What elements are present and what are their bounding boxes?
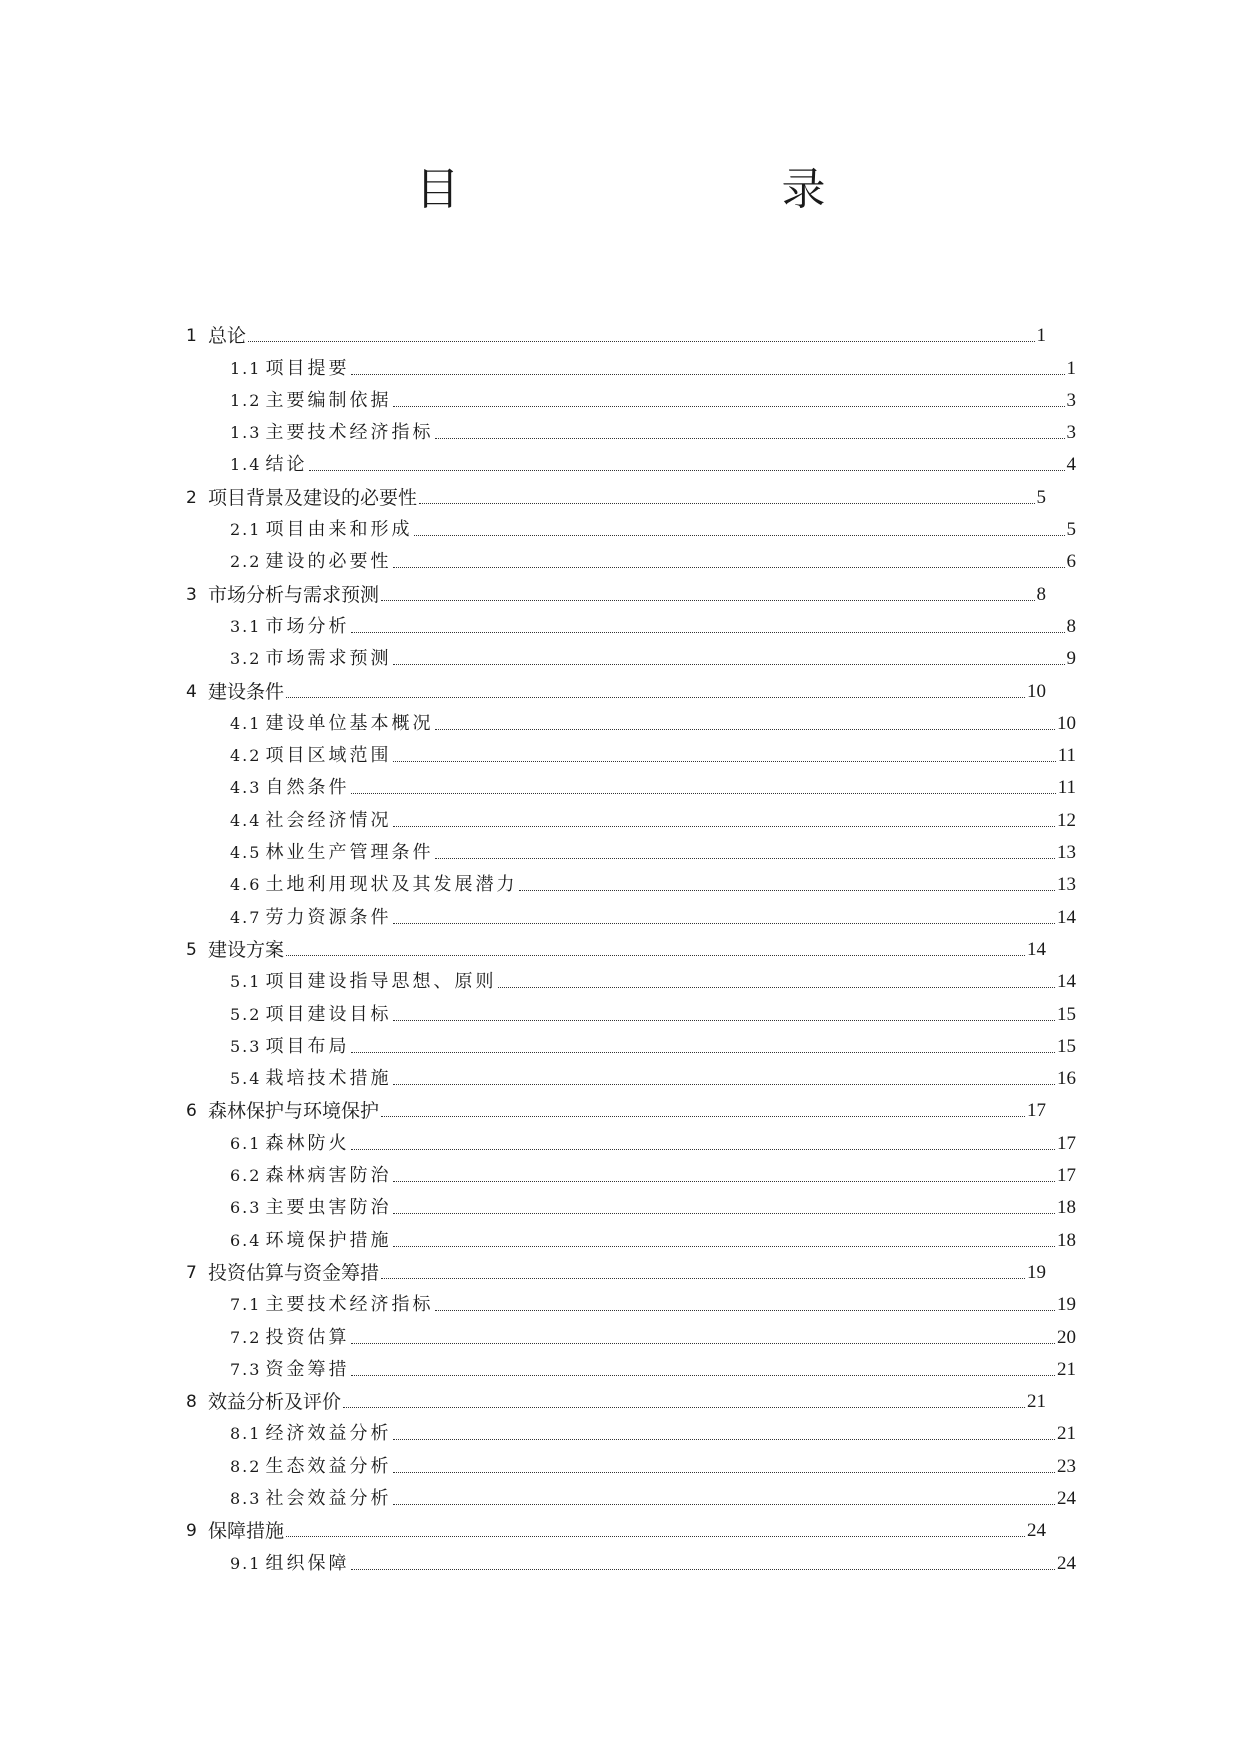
toc-entry-page-number: 24 [1057, 1487, 1076, 1509]
toc-section-entry[interactable] [186, 767, 1076, 799]
toc-entry-label: 生态效益分析 [265, 1455, 392, 1477]
toc-section-entry[interactable] [186, 541, 1076, 573]
toc-dot-leader [393, 922, 1055, 924]
toc-entry-page-number: 15 [1057, 1035, 1076, 1057]
toc-entry-label: 总论 [208, 325, 247, 348]
toc-entry-label: 项目建设指导思想、原则 [265, 971, 497, 993]
toc-section-entry[interactable] [186, 1316, 1076, 1348]
toc-entry-number: 5.4 [230, 1069, 262, 1089]
toc-entry-number: 3.2 [230, 649, 262, 669]
toc-section-entry[interactable] [186, 1187, 1076, 1219]
toc-dot-leader [393, 1503, 1055, 1505]
toc-entry-page-number: 1 [1036, 325, 1046, 347]
toc-entry-label: 结论 [265, 454, 308, 476]
toc-dot-leader [351, 792, 1055, 794]
toc-chapter-entry[interactable] [186, 1381, 1046, 1413]
toc-entry-page-number: 13 [1057, 874, 1076, 896]
toc-entry-number: 8.3 [230, 1488, 262, 1508]
toc-chapter-entry[interactable] [186, 573, 1046, 605]
toc-dot-leader [381, 1277, 1025, 1279]
toc-entry-label: 森林防火 [265, 1132, 350, 1154]
toc-section-entry[interactable] [186, 799, 1076, 831]
toc-dot-leader [351, 1148, 1055, 1150]
toc-entry-label: 资金筹措 [265, 1358, 350, 1380]
toc-section-entry[interactable] [186, 412, 1076, 444]
toc-entry-page-number: 21 [1027, 1391, 1046, 1413]
toc-entry-number: 4.1 [230, 713, 262, 733]
toc-entry-number: 4 [186, 681, 197, 702]
toc-section-entry[interactable] [186, 735, 1076, 767]
toc-section-entry[interactable] [186, 1413, 1076, 1445]
toc-dot-leader [414, 534, 1064, 536]
toc-dot-leader [351, 1374, 1055, 1376]
toc-dot-leader [286, 954, 1025, 956]
toc-section-entry[interactable] [186, 1349, 1076, 1381]
toc-entry-page-number: 18 [1057, 1197, 1076, 1219]
toc-entry-page-number: 17 [1057, 1165, 1076, 1187]
toc-entry-number: 4.7 [230, 907, 262, 927]
toc-entry-number: 4.5 [230, 843, 262, 863]
toc-entry-page-number: 8 [1036, 583, 1046, 605]
toc-dot-leader [519, 889, 1055, 891]
toc-entry-label: 森林保护与环境保护 [208, 1100, 380, 1123]
toc-section-entry[interactable] [186, 347, 1076, 379]
toc-entry-number: 2 [186, 487, 197, 508]
toc-section-entry[interactable] [186, 444, 1076, 476]
toc-section-entry[interactable] [186, 1478, 1076, 1510]
toc-entry-page-number: 12 [1057, 809, 1076, 831]
toc-entry-page-number: 24 [1057, 1552, 1076, 1574]
toc-entry-page-number: 11 [1057, 777, 1076, 799]
toc-entry-label: 栽培技术措施 [265, 1068, 392, 1090]
toc-dot-leader [435, 728, 1055, 730]
toc-entry-number: 2.2 [230, 552, 262, 572]
toc-dot-leader [393, 825, 1055, 827]
toc-entry-label: 市场分析 [265, 615, 350, 637]
toc-section-entry[interactable] [186, 993, 1076, 1025]
toc-entry-number: 4.2 [230, 746, 262, 766]
toc-entry-page-number: 15 [1057, 1003, 1076, 1025]
toc-chapter-entry[interactable] [186, 1510, 1046, 1542]
toc-entry-page-number: 5 [1036, 486, 1046, 508]
toc-entry-label: 主要技术经济指标 [265, 1294, 434, 1316]
toc-entry-number: 9.1 [230, 1553, 262, 1573]
toc-entry-label: 项目由来和形成 [265, 519, 413, 541]
toc-dot-leader [393, 1438, 1055, 1440]
toc-entry-number: 6.4 [230, 1230, 262, 1250]
toc-entry-number: 2.1 [230, 520, 262, 540]
toc-section-entry[interactable] [186, 606, 1076, 638]
toc-dot-leader [419, 502, 1034, 504]
toc-entry-page-number: 3 [1066, 422, 1076, 444]
toc-entry-label: 项目布局 [265, 1035, 350, 1057]
toc-entry-number: 4.3 [230, 778, 262, 798]
toc-dot-leader [248, 340, 1034, 342]
toc-section-entry[interactable] [186, 1058, 1076, 1090]
toc-entry-label: 项目背景及建设的必要性 [208, 486, 418, 509]
toc-entry-number: 5.2 [230, 1004, 262, 1024]
toc-entry-label: 主要编制依据 [265, 389, 392, 411]
toc-entry-page-number: 10 [1027, 680, 1046, 702]
toc-chapter-entry[interactable] [186, 929, 1046, 961]
toc-dot-leader [393, 405, 1064, 407]
toc-dot-leader [393, 1019, 1055, 1021]
toc-section-entry[interactable] [186, 961, 1076, 993]
toc-entry-number: 1 [186, 326, 197, 347]
toc-entry-page-number: 14 [1027, 938, 1046, 960]
toc-entry-page-number: 21 [1057, 1423, 1076, 1445]
toc-section-entry[interactable] [186, 896, 1076, 928]
toc-entry-number: 6.2 [230, 1166, 262, 1186]
toc-entry-number: 3.1 [230, 616, 262, 636]
toc-chapter-entry[interactable] [186, 476, 1046, 508]
toc-entry-page-number: 21 [1057, 1358, 1076, 1380]
toc-entry-number: 1.3 [230, 423, 262, 443]
toc-entry-number: 7.3 [230, 1359, 262, 1379]
toc-dot-leader [435, 437, 1064, 439]
toc-entry-number: 5.3 [230, 1036, 262, 1056]
toc-entry-label: 主要技术经济指标 [265, 422, 434, 444]
toc-section-entry[interactable] [186, 864, 1076, 896]
toc-entry-label: 经济效益分析 [265, 1423, 392, 1445]
toc-entry-label: 林业生产管理条件 [265, 842, 434, 864]
toc-chapter-entry[interactable] [186, 1090, 1046, 1122]
toc-entry-label: 项目提要 [265, 357, 350, 379]
toc-chapter-entry[interactable] [186, 315, 1046, 347]
toc-entry-number: 9 [186, 1521, 197, 1542]
toc-dot-leader [393, 663, 1064, 665]
toc-dot-leader [351, 631, 1064, 633]
toc-section-entry[interactable] [186, 509, 1076, 541]
toc-entry-page-number: 9 [1066, 648, 1076, 670]
toc-dot-leader [393, 1245, 1055, 1247]
toc-entry-page-number: 3 [1066, 389, 1076, 411]
toc-entry-page-number: 6 [1066, 551, 1076, 573]
toc-entry-page-number: 18 [1057, 1229, 1076, 1251]
toc-entry-page-number: 5 [1066, 519, 1076, 541]
toc-section-entry[interactable] [186, 1122, 1076, 1154]
toc-entry-number: 6.1 [230, 1133, 262, 1153]
table-of-contents [186, 315, 1076, 1575]
toc-dot-leader [343, 1406, 1025, 1408]
toc-section-entry[interactable] [186, 1219, 1076, 1251]
toc-entry-label: 主要虫害防治 [265, 1197, 392, 1219]
toc-entry-label: 项目区域范围 [265, 745, 392, 767]
toc-entry-page-number: 24 [1027, 1520, 1046, 1542]
toc-dot-leader [286, 696, 1025, 698]
toc-entry-page-number: 20 [1057, 1326, 1076, 1348]
toc-entry-label: 土地利用现状及其发展潜力 [265, 874, 518, 896]
toc-entry-label: 劳力资源条件 [265, 906, 392, 928]
toc-entry-label: 市场分析与需求预测 [208, 583, 380, 606]
toc-entry-label: 社会效益分析 [265, 1487, 392, 1509]
toc-dot-leader [351, 1342, 1055, 1344]
toc-entry-label: 投资估算 [265, 1326, 350, 1348]
toc-entry-label: 组织保障 [265, 1552, 350, 1574]
toc-dot-leader [393, 1212, 1055, 1214]
toc-entry-label: 建设单位基本概况 [265, 712, 434, 734]
toc-dot-leader [381, 1115, 1025, 1117]
toc-entry-label: 投资估算与资金筹措 [208, 1261, 380, 1284]
toc-entry-number: 8.1 [230, 1424, 262, 1444]
toc-section-entry[interactable] [186, 1026, 1076, 1058]
toc-dot-leader [286, 1535, 1025, 1537]
toc-entry-number: 4.6 [230, 875, 262, 895]
toc-entry-label: 环境保护措施 [265, 1229, 392, 1251]
toc-entry-page-number: 23 [1057, 1455, 1076, 1477]
toc-entry-number: 8.2 [230, 1456, 262, 1476]
toc-section-entry[interactable] [186, 703, 1076, 735]
toc-entry-page-number: 10 [1057, 712, 1076, 734]
toc-entry-number: 1.1 [230, 358, 262, 378]
toc-chapter-entry[interactable] [186, 1252, 1046, 1284]
toc-entry-label: 森林病害防治 [265, 1165, 392, 1187]
toc-dot-leader [381, 599, 1034, 601]
toc-entry-label: 社会经济情况 [265, 809, 392, 831]
toc-entry-page-number: 1 [1066, 357, 1076, 379]
toc-entry-number: 1.4 [230, 455, 262, 475]
toc-entry-page-number: 16 [1057, 1068, 1076, 1090]
toc-entry-page-number: 4 [1066, 454, 1076, 476]
toc-dot-leader [393, 1180, 1055, 1182]
toc-entry-page-number: 14 [1057, 971, 1076, 993]
toc-entry-page-number: 8 [1066, 615, 1076, 637]
toc-entry-page-number: 17 [1027, 1100, 1046, 1122]
toc-entry-label: 自然条件 [265, 777, 350, 799]
toc-entry-label: 效益分析及评价 [208, 1391, 342, 1414]
toc-entry-number: 6 [186, 1101, 197, 1122]
toc-dot-leader [351, 1051, 1055, 1053]
toc-entry-label: 项目建设目标 [265, 1003, 392, 1025]
toc-section-entry[interactable] [186, 832, 1076, 864]
toc-section-entry[interactable] [186, 380, 1076, 412]
toc-entry-page-number: 14 [1057, 906, 1076, 928]
toc-dot-leader [435, 1309, 1055, 1311]
toc-dot-leader [351, 1568, 1055, 1570]
toc-entry-page-number: 17 [1057, 1132, 1076, 1154]
toc-dot-leader [435, 857, 1055, 859]
toc-entry-number: 1.2 [230, 390, 262, 410]
toc-entry-number: 7 [186, 1262, 197, 1283]
toc-entry-number: 5.1 [230, 972, 262, 992]
toc-entry-label: 市场需求预测 [265, 648, 392, 670]
toc-entry-number: 8 [186, 1392, 197, 1413]
toc-entry-number: 6.3 [230, 1198, 262, 1218]
toc-dot-leader [498, 986, 1055, 988]
toc-dot-leader [309, 469, 1064, 471]
toc-entry-page-number: 19 [1027, 1261, 1046, 1283]
page-title: 目 录 [415, 164, 904, 215]
toc-entry-page-number: 13 [1057, 842, 1076, 864]
toc-entry-page-number: 19 [1057, 1294, 1076, 1316]
toc-entry-label: 建设条件 [208, 680, 285, 703]
toc-entry-number: 7.1 [230, 1295, 262, 1315]
toc-entry-number: 7.2 [230, 1327, 262, 1347]
toc-entry-label: 建设的必要性 [265, 551, 392, 573]
toc-section-entry[interactable] [186, 638, 1076, 670]
toc-dot-leader [393, 1083, 1055, 1085]
toc-entry-number: 3 [186, 584, 197, 605]
toc-entry-page-number: 11 [1057, 745, 1076, 767]
toc-entry-label: 保障措施 [208, 1520, 285, 1543]
toc-section-entry[interactable] [186, 1445, 1076, 1477]
toc-entry-label: 建设方案 [208, 938, 285, 961]
toc-section-entry[interactable] [186, 1284, 1076, 1316]
toc-dot-leader [393, 1471, 1055, 1473]
toc-chapter-entry[interactable] [186, 670, 1046, 702]
toc-entry-number: 4.4 [230, 810, 262, 830]
toc-section-entry[interactable] [186, 1155, 1076, 1187]
toc-dot-leader [351, 373, 1064, 375]
toc-entry-number: 5 [186, 939, 197, 960]
toc-dot-leader [393, 566, 1064, 568]
toc-dot-leader [393, 760, 1055, 762]
toc-section-entry[interactable] [186, 1542, 1076, 1574]
